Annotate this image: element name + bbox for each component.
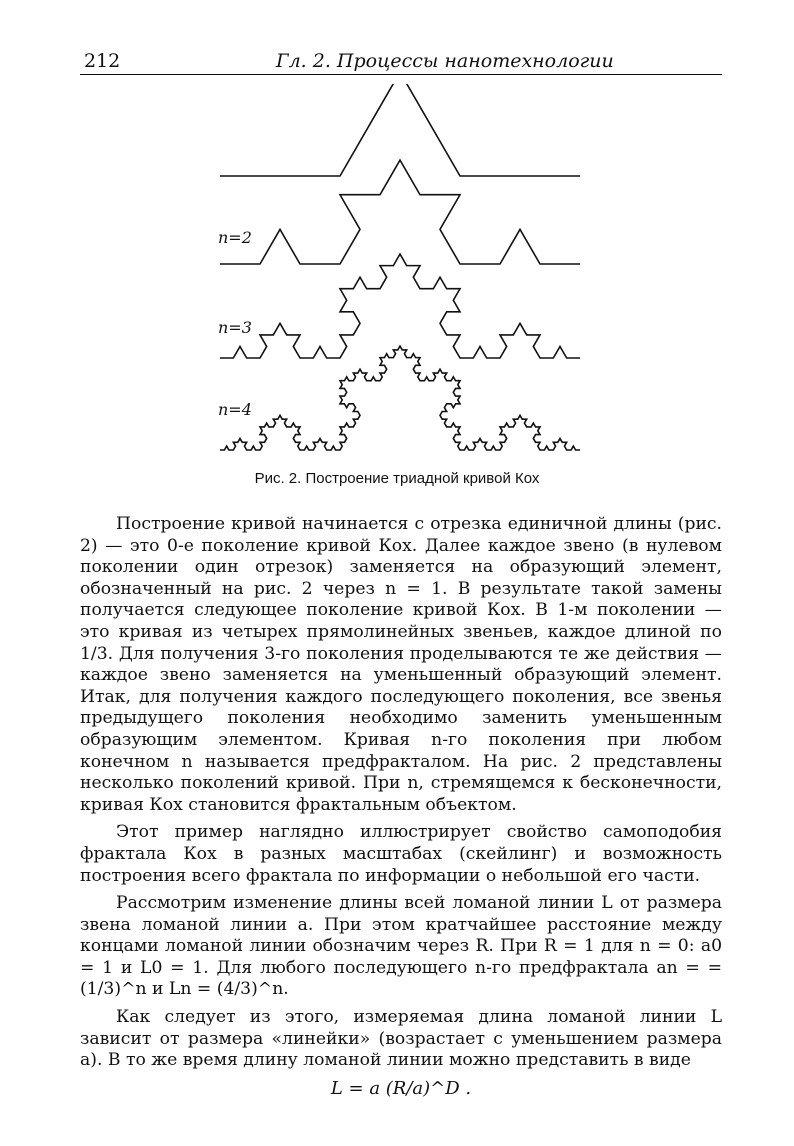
figure-caption: Рис. 2. Построение триадной кривой Кох xyxy=(254,470,540,487)
paragraph-1: Построение кривой начинается с отрезка единичной длины (рис. 2) — это 0-е поколение кривой Кох. Далее каждое звено (в нулевом поколении один отрезок) заменяется на образующий элемент, обозначенный на рис. 2 через n = 1. В результате такой замены получается следующее поколение кривой Кох. В 1-м поколении — это кривая из четырех прямолинейных звеньев, каждое длиной по 1/3. Для получения 3-го поколения проделываются те же действия — каждое звено заменяется на уменьшенный образующий элемент. Итак, для получения каждого последующего поколения, все звенья предыдущего поколения необходимо заменить уменьшенным образующим элементом. Кривая n-го поколения при любом конечном n называется предфракталом. На рис. 2 представлены несколько поколений кривой. При n, стремящемся к бесконечности, кривая Кох становится фрактальным объектом. xyxy=(80,514,722,815)
paragraph-3: Рассмотрим изменение длины всей ломаной линии L от размера звена ломаной линии a. При этом кратчайшее расстояние между концами ломаной линии обозначим через R. При R = 1 для n = 0: a0 = 1 и L0 = 1. Для любого последующего n-го предфрактала an = = (1/3)^n и Ln = (4/3)^n. xyxy=(80,893,722,1000)
running-title: Гл. 2. Процессы нанотехнологии xyxy=(276,50,614,72)
paragraph-2: Этот пример наглядно иллюстрирует свойство самоподобия фрактала Кох в разных масштабах (скейлинг) и возможность построения всего фрактала по информации о небольшой его части. xyxy=(80,822,722,886)
header-rule xyxy=(80,74,722,75)
koch-figure xyxy=(200,84,600,464)
koch-curve-n3 xyxy=(220,254,580,358)
koch-curve-n4 xyxy=(220,346,580,450)
koch-curves xyxy=(200,84,600,464)
label-n4: n=4 xyxy=(218,400,252,419)
formula: L = a (R/a)^D . xyxy=(330,1077,472,1099)
label-n3: n=3 xyxy=(218,318,252,337)
page-number: 212 xyxy=(84,50,121,72)
body-text xyxy=(80,514,722,1099)
label-n2: n=2 xyxy=(218,228,252,247)
paragraph-4: Как следует из этого, измеряемая длина ломаной линии L зависит от размера «линейки» (возрастает с уменьшением размера a). В то же время длину ломаной линии можно представить в виде xyxy=(80,1007,722,1071)
koch-curve-n1 xyxy=(220,84,580,176)
